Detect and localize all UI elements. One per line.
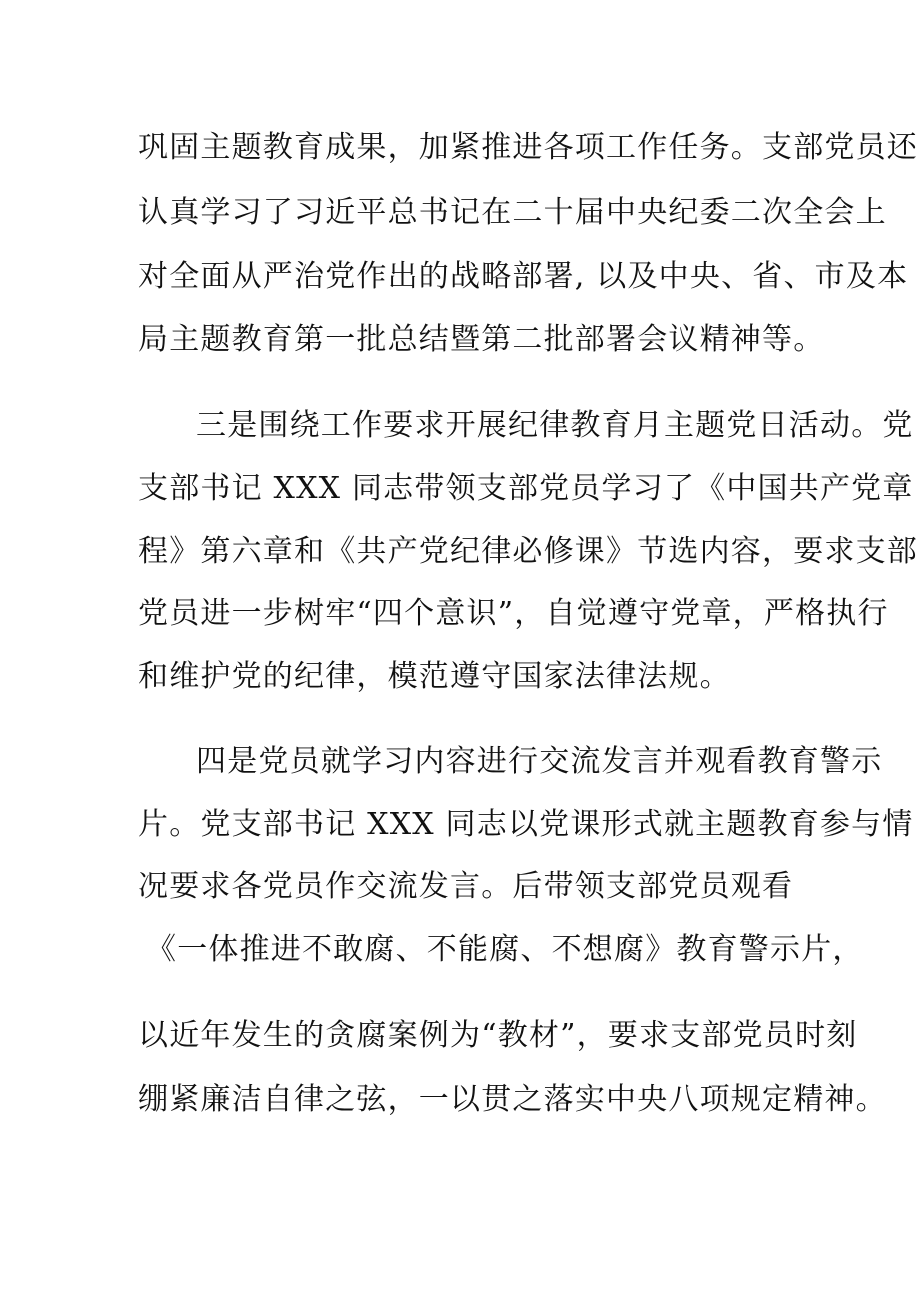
- paragraph-2-line-5: 和维护党的纪律，模范遵守国家法律法规。: [138, 659, 731, 694]
- paragraph-4-line-2: 绷紧廉洁自律之弦，一以贯之落实中央八项规定精神。: [138, 1082, 887, 1117]
- paragraph-3-line-4: 《一体推进不敢腐、不能腐、不想腐》教育警示片，: [146, 932, 864, 967]
- paragraph-4-line-1: 以近年发生的贪腐案例为“教材”，要求支部党员时刻: [138, 1018, 858, 1053]
- paragraph-2-line-3: 程》第六章和《共产党纪律必修课》节选内容，要求支部: [138, 534, 918, 569]
- paragraph-1-line-4: 局主题教育第一批总结暨第二批部署会议精神等。: [138, 322, 825, 357]
- paragraph-2-line-2: 支部书记 XXX 同志带领支部党员学习了《中国共产党章: [138, 471, 914, 506]
- paragraph-3-line-3: 况要求各党员作交流发言。后带领支部党员观看: [138, 869, 794, 904]
- paragraph-1-line-3: 对全面从严治党作出的战略部署, 以及中央、省、市及本: [138, 259, 909, 294]
- paragraph-1-line-1: 巩固主题教育成果，加紧推进各项工作任务。支部党员还: [138, 130, 918, 165]
- paragraph-1-line-2: 认真学习了习近平总书记在二十届中央纪委二次全会上: [138, 195, 887, 230]
- paragraph-3-line-1: 四是党员就学习内容进行交流发言并观看教育警示: [196, 744, 883, 779]
- paragraph-2-line-4: 党员进一步树牢“四个意识”，自觉遵守党章，严格执行: [138, 596, 889, 631]
- paragraph-2-line-1: 三是围绕工作要求开展纪律教育月主题党日活动。党: [196, 408, 914, 443]
- paragraph-3-line-2: 片。党支部书记 XXX 同志以党课形式就主题教育参与情: [138, 807, 914, 842]
